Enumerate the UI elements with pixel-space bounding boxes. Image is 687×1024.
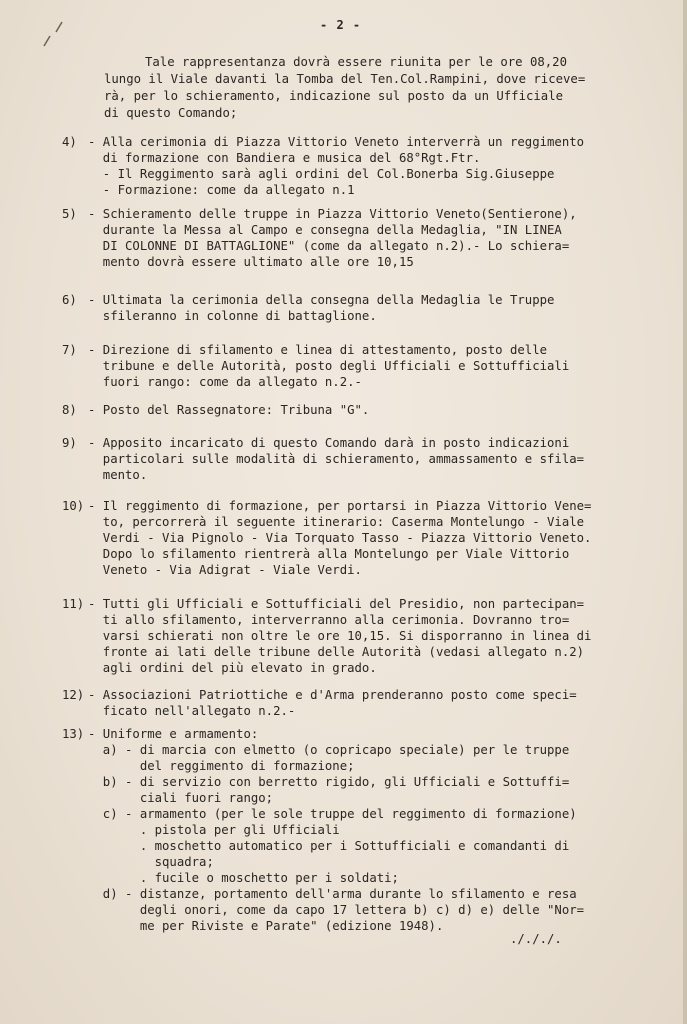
pencil-mark	[40, 20, 70, 50]
item-line: durante la Messa al Campo e consegna della Medaglia, "IN LINEA	[88, 223, 562, 237]
item-number: 6)	[62, 293, 77, 307]
page-edge	[683, 0, 687, 1024]
intro-line: di questo Comando;	[104, 106, 238, 120]
item-line: squadra;	[88, 855, 214, 869]
item-line: del reggimento di formazione;	[88, 759, 355, 773]
item-line: varsi schierati non oltre le ore 10,15. Si disporranno in linea di	[88, 629, 592, 643]
item-number: 5)	[62, 207, 77, 221]
item-line: ficato nell'allegato n.2.-	[88, 704, 296, 718]
item-line: - Posto del Rassegnatore: Tribuna "G".	[88, 403, 370, 417]
item-line: - Schieramento delle truppe in Piazza Vittorio Veneto(Sentierone),	[88, 207, 577, 221]
item-line: - Ultimata la cerimonia della consegna della Medaglia le Truppe	[88, 293, 555, 307]
item-line: ti allo sfilamento, interverranno alla cerimonia. Dovranno tro=	[88, 613, 570, 627]
item-line: - Associazioni Patriottiche e d'Arma prenderanno posto come speci=	[88, 688, 577, 702]
item-line: mento.	[88, 468, 148, 482]
closing-mark: ./././.	[510, 932, 562, 946]
item-line: Dopo lo sfilamento rientrerà alla Montelungo per Viale Vittorio	[88, 547, 570, 561]
intro-line: lungo il Viale davanti la Tomba del Ten.Col.Rampini, dove riceve=	[104, 72, 586, 86]
item-number: 12)	[62, 688, 85, 702]
item-line: fronte ai lati delle tribune delle Autorità (vedasi allegato n.2)	[88, 645, 585, 659]
item-number: 9)	[62, 436, 77, 450]
item-line: - Formazione: come da allegato n.1	[88, 183, 355, 197]
item-number: 4)	[62, 135, 77, 149]
item-line: b) - di servizio con berretto rigido, gli Ufficiali e Sottuffi=	[88, 775, 570, 789]
item-number: 8)	[62, 403, 77, 417]
page-number: - 2 -	[320, 18, 362, 32]
item-line: degli onori, come da capo 17 lettera b) c) d) e) delle "Nor=	[88, 903, 585, 917]
item-line: . fucile o moschetto per i soldati;	[88, 871, 399, 885]
item-line: - Uniforme e armamento:	[88, 727, 259, 741]
item-line: Verdi - Via Pignolo - Via Torquato Tasso - Piazza Vittorio Veneto.	[88, 531, 592, 545]
item-line: DI COLONNE DI BATTAGLIONE" (come da allegato n.2).- Lo schiera=	[88, 239, 570, 253]
item-line: ciali fuori rango;	[88, 791, 274, 805]
item-line: - Apposito incaricato di questo Comando darà in posto indicazioni	[88, 436, 570, 450]
item-line: Veneto - Via Adigrat - Viale Verdi.	[88, 563, 362, 577]
item-line: - Il reggimento di formazione, per portarsi in Piazza Vittorio Vene=	[88, 499, 592, 513]
item-number: 7)	[62, 343, 77, 357]
item-line: - Il Reggimento sarà agli ordini del Col.Bonerba Sig.Giuseppe	[88, 167, 555, 181]
item-line: agli ordini del più elevato in grado.	[88, 661, 377, 675]
item-line: d) - distanze, portamento dell'arma durante lo sfilamento e resa	[88, 887, 577, 901]
item-line: . moschetto automatico per i Sottufficiali e comandanti di	[88, 839, 570, 853]
intro-line: Tale rappresentanza dovrà essere riunita per le ore 08,20	[145, 55, 567, 69]
item-line: - Tutti gli Ufficiali e Sottufficiali del Presidio, non partecipan=	[88, 597, 585, 611]
item-line: c) - armamento (per le sole truppe del reggimento di formazione)	[88, 807, 577, 821]
item-line: tribune e delle Autorità, posto degli Ufficiali e Sottufficiali	[88, 359, 570, 373]
item-line: - Alla cerimonia di Piazza Vittorio Veneto interverrà un reggimento	[88, 135, 585, 149]
item-line: me per Riviste e Parate" (edizione 1948).	[88, 919, 444, 933]
item-line: to, percorrerà il seguente itinerario: Caserma Montelungo - Viale	[88, 515, 585, 529]
item-number: 10)	[62, 499, 85, 513]
item-line: di formazione con Bandiera e musica del 68°Rgt.Ftr.	[88, 151, 481, 165]
item-line: a) - di marcia con elmetto (o copricapo speciale) per le truppe	[88, 743, 570, 757]
item-number: 11)	[62, 597, 85, 611]
item-line: particolari sulle modalità di schieramento, ammassamento e sfila=	[88, 452, 585, 466]
item-number: 13)	[62, 727, 85, 741]
item-line: mento dovrà essere ultimato alle ore 10,15	[88, 255, 414, 269]
item-line: sfileranno in colonne di battaglione.	[88, 309, 377, 323]
intro-line: rà, per lo schieramento, indicazione sul posto da un Ufficiale	[104, 89, 564, 103]
item-line: . pistola per gli Ufficiali	[88, 823, 340, 837]
item-line: - Direzione di sfilamento e linea di attestamento, posto delle	[88, 343, 548, 357]
item-line: fuori rango: come da allegato n.2.-	[88, 375, 362, 389]
